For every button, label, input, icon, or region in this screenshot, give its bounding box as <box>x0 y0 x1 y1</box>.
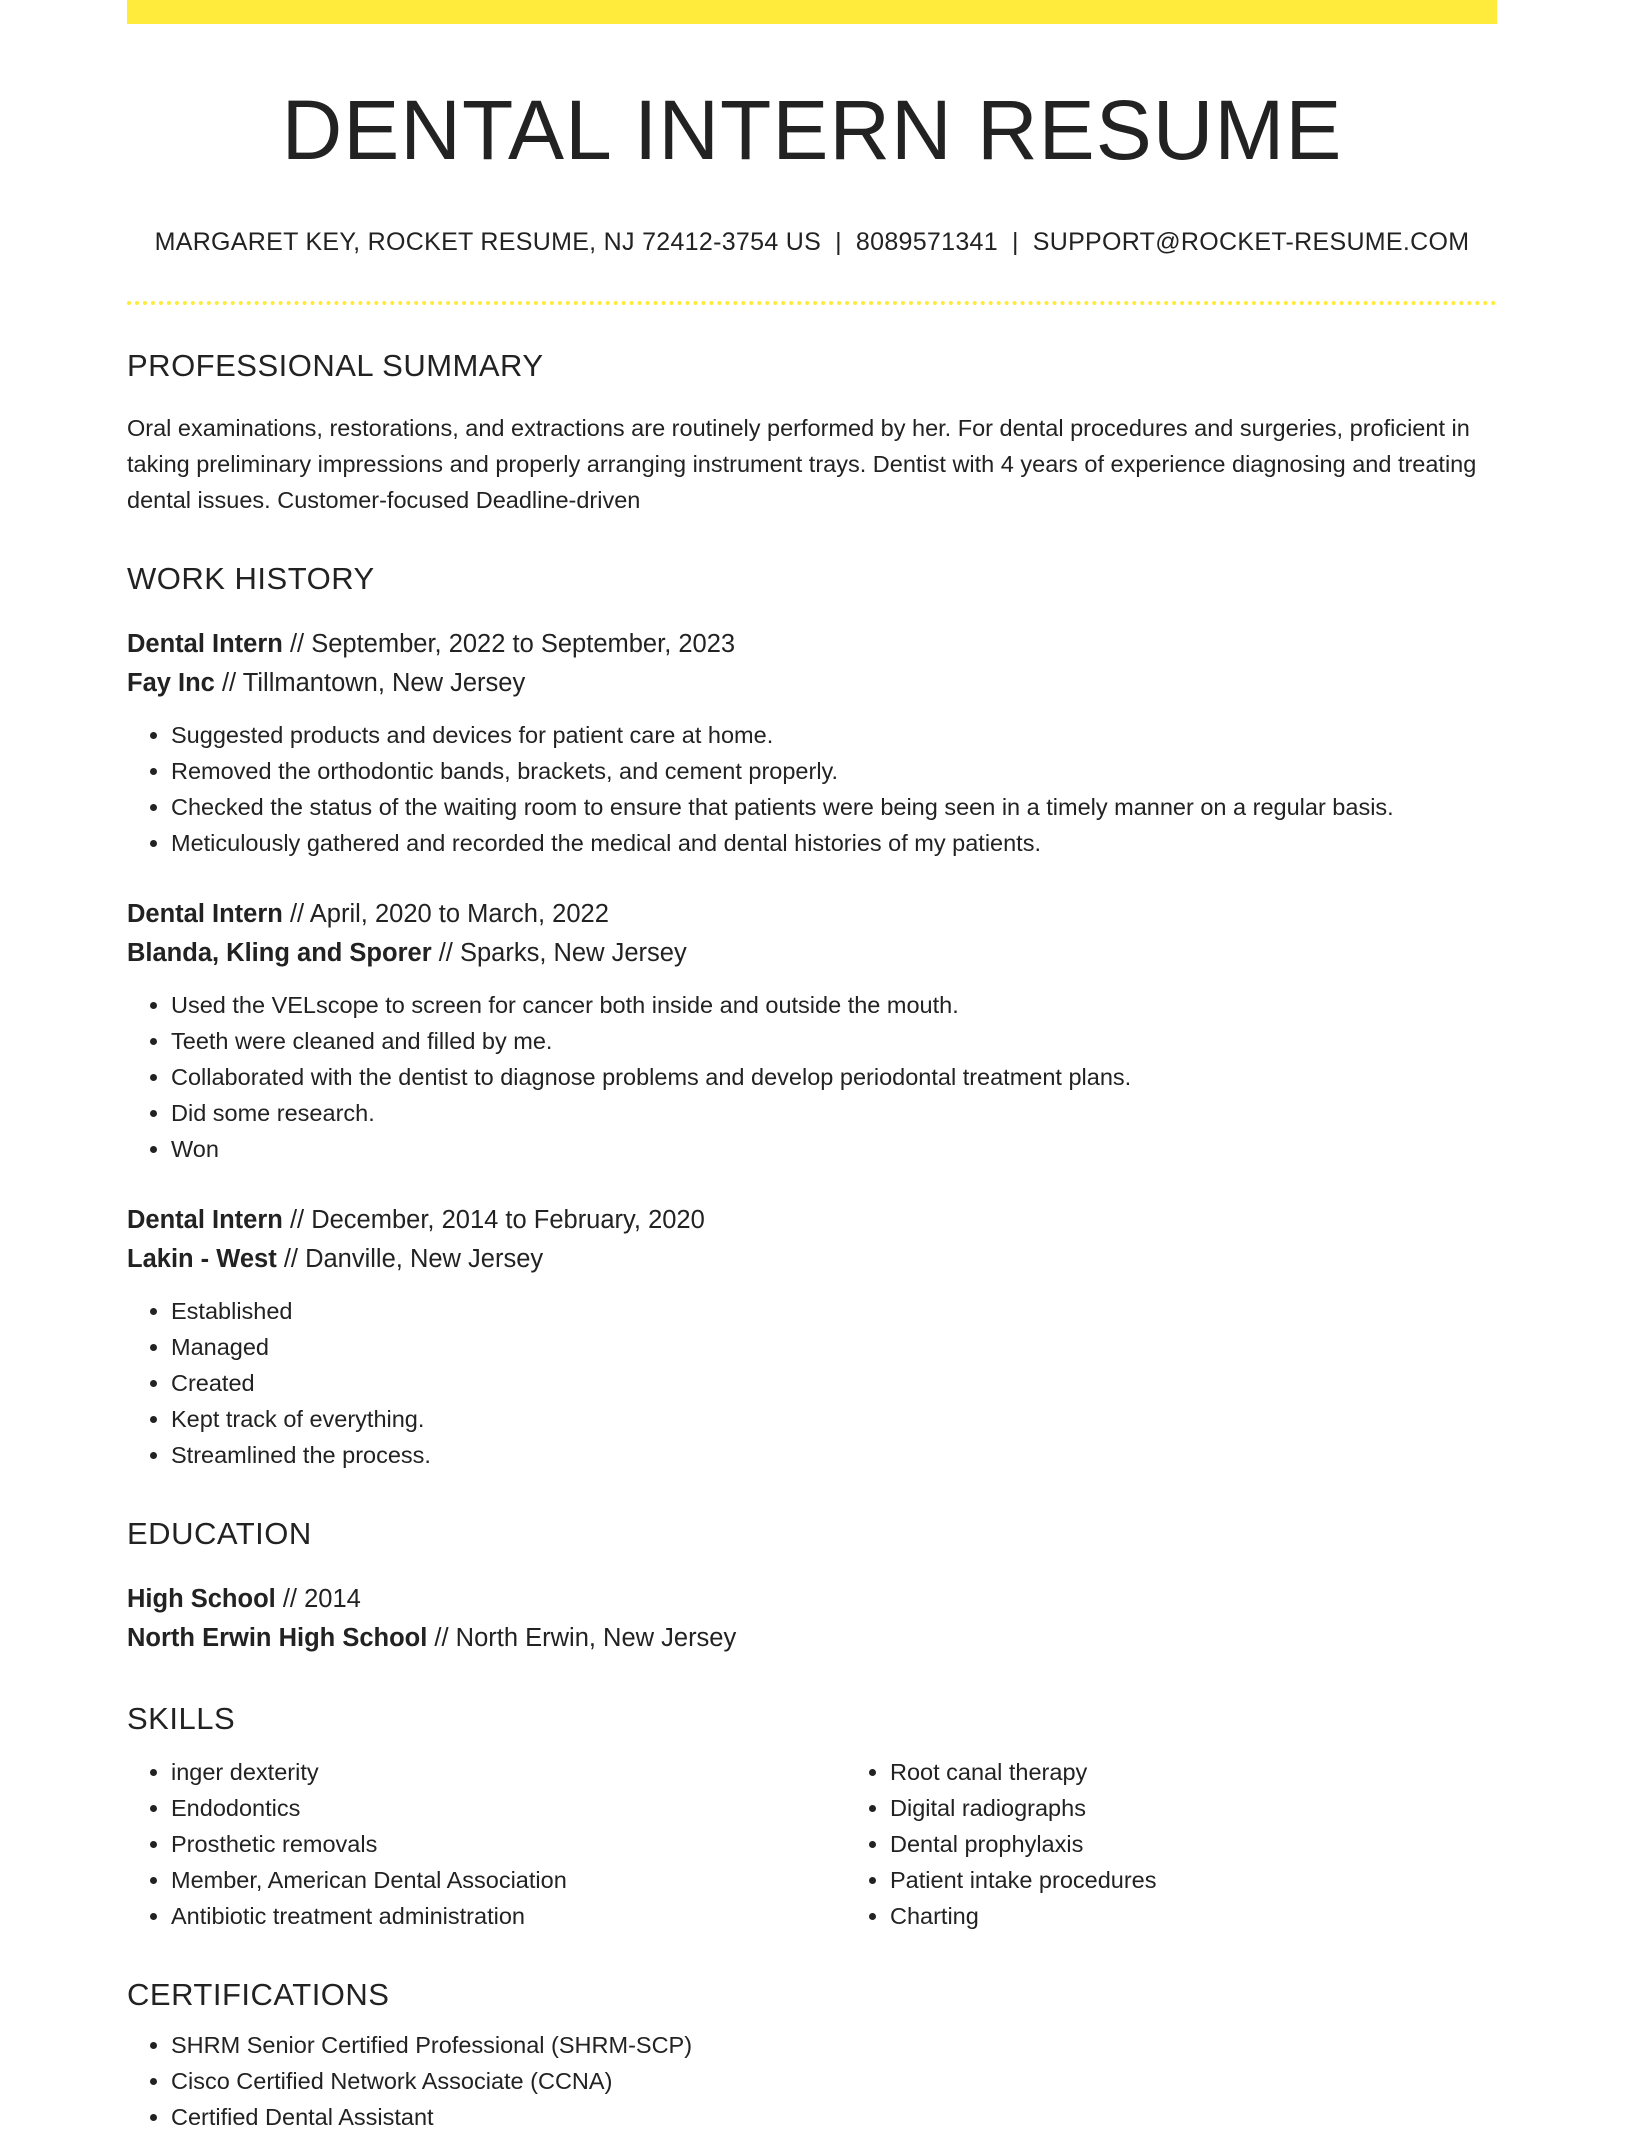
education-section <box>127 1515 1497 1658</box>
list-item: • Member, American Dental Association <box>171 1862 846 1898</box>
list-item: • Won <box>171 1131 1497 1167</box>
job-entry <box>127 625 1497 861</box>
list-item: • Kept track of everything. <box>171 1401 1497 1437</box>
contact-phone: 8089571341 <box>855 228 998 257</box>
job-dates: // September, 2022 to September, 2023 <box>282 630 736 659</box>
list-item: • Meticulously gathered and recorded the medical and dental histories of my patients. <box>171 825 1497 861</box>
job-bullets <box>127 987 1497 1167</box>
job-location: // Tillmantown, New Jersey <box>214 669 526 698</box>
skills-columns <box>127 1754 1497 1934</box>
education-heading: EDUCATION <box>127 1516 312 1552</box>
job-company-line <box>127 664 1497 703</box>
job-title: Dental Intern <box>127 630 283 659</box>
list-item: • Managed <box>171 1329 1497 1365</box>
resume-page <box>127 0 1497 2135</box>
job-bullets <box>127 717 1497 861</box>
resume-title: DENTAL INTERN RESUME <box>281 83 1343 177</box>
certifications-heading: CERTIFICATIONS <box>127 1976 390 2012</box>
list-item: • Patient intake procedures <box>890 1862 1497 1898</box>
list-item: • Created <box>171 1365 1497 1401</box>
list-item: • Certified Dental Assistant <box>171 2099 1497 2135</box>
education-degree-line <box>127 1580 1497 1619</box>
contact-separator: | <box>835 228 842 257</box>
accent-top-bar <box>127 0 1497 24</box>
contact-email: SUPPORT@ROCKET-RESUME.COM <box>1032 228 1470 257</box>
list-item: • inger dexterity <box>171 1754 846 1790</box>
list-item: • Charting <box>890 1898 1497 1934</box>
list-item: • Antibiotic treatment administration <box>171 1898 846 1934</box>
skills-right-column <box>846 1754 1497 1934</box>
summary-heading: PROFESSIONAL SUMMARY <box>127 347 544 383</box>
certifications-section <box>127 1976 1497 2135</box>
job-dates: // December, 2014 to February, 2020 <box>282 1206 705 1235</box>
list-item: • Teeth were cleaned and filled by me. <box>171 1023 1497 1059</box>
list-item: • Removed the orthodontic bands, brackets, and cement properly. <box>171 753 1497 789</box>
skills-heading: SKILLS <box>127 1701 236 1737</box>
contact-separator: | <box>1011 228 1019 257</box>
list-item: • SHRM Senior Certified Professional (SHRM-SCP) <box>171 2027 1497 2063</box>
job-company-line <box>127 1240 1497 1279</box>
education-degree: High School <box>127 1585 276 1614</box>
job-company: Lakin - West <box>127 1245 277 1274</box>
job-title-line <box>127 625 1497 664</box>
education-year: // 2014 <box>275 1585 361 1614</box>
skills-section <box>127 1700 1497 1933</box>
job-location: // Sparks, New Jersey <box>431 939 687 968</box>
education-school-line <box>127 1619 1497 1658</box>
job-dates: // April, 2020 to March, 2022 <box>282 900 609 929</box>
list-item: • Collaborated with the dentist to diagnose problems and develop periodontal treatment plans. <box>171 1059 1497 1095</box>
summary-section <box>127 347 1497 518</box>
job-title: Dental Intern <box>127 900 283 929</box>
list-item: • Used the VELscope to screen for cancer both inside and outside the mouth. <box>171 987 1497 1023</box>
list-item: • Checked the status of the waiting room to ensure that patients were being seen in a timely manner on a regular basis. <box>171 789 1497 825</box>
list-item: • Endodontics <box>171 1790 846 1826</box>
list-item: • Root canal therapy <box>890 1754 1497 1790</box>
education-location: // North Erwin, New Jersey <box>427 1624 737 1653</box>
list-item: • Digital radiographs <box>890 1790 1497 1826</box>
certifications-list <box>127 2027 1497 2135</box>
work-history-section <box>127 560 1497 1473</box>
job-title-line <box>127 895 1497 934</box>
job-title: Dental Intern <box>127 1206 283 1235</box>
job-bullets <box>127 1293 1497 1473</box>
education-entry <box>127 1580 1497 1658</box>
job-entry <box>127 895 1497 1167</box>
job-location: // Danville, New Jersey <box>276 1245 544 1274</box>
list-item: • Established <box>171 1293 1497 1329</box>
job-entry <box>127 1201 1497 1473</box>
list-item: • Streamlined the process. <box>171 1437 1497 1473</box>
list-item: • Dental prophylaxis <box>890 1826 1497 1862</box>
contact-address: MARGARET KEY, ROCKET RESUME, NJ 72412-3754 US <box>154 228 822 257</box>
job-company: Blanda, Kling and Sporer <box>127 939 432 968</box>
education-school: North Erwin High School <box>127 1624 428 1653</box>
job-company: Fay Inc <box>127 669 215 698</box>
dotted-divider <box>127 301 1497 305</box>
summary-text: Oral examinations, restorations, and extractions are routinely performed by her. For dental procedures and surgeries, proficient in taking preliminary impressions and properly arranging instrument trays. Dentist with 4 years of experience diagnosing and treating dental issues. Customer-focused Deadline-driven <box>127 415 1477 514</box>
list-item: • Prosthetic removals <box>171 1826 846 1862</box>
work-history-heading: WORK HISTORY <box>127 561 375 597</box>
list-item: • Cisco Certified Network Associate (CCNA) <box>171 2063 1497 2099</box>
contact-line <box>127 226 1497 259</box>
job-title-line <box>127 1201 1497 1240</box>
list-item: • Did some research. <box>171 1095 1497 1131</box>
skills-left-column <box>127 1754 846 1934</box>
job-company-line <box>127 934 1497 973</box>
list-item: • Suggested products and devices for patient care at home. <box>171 717 1497 753</box>
